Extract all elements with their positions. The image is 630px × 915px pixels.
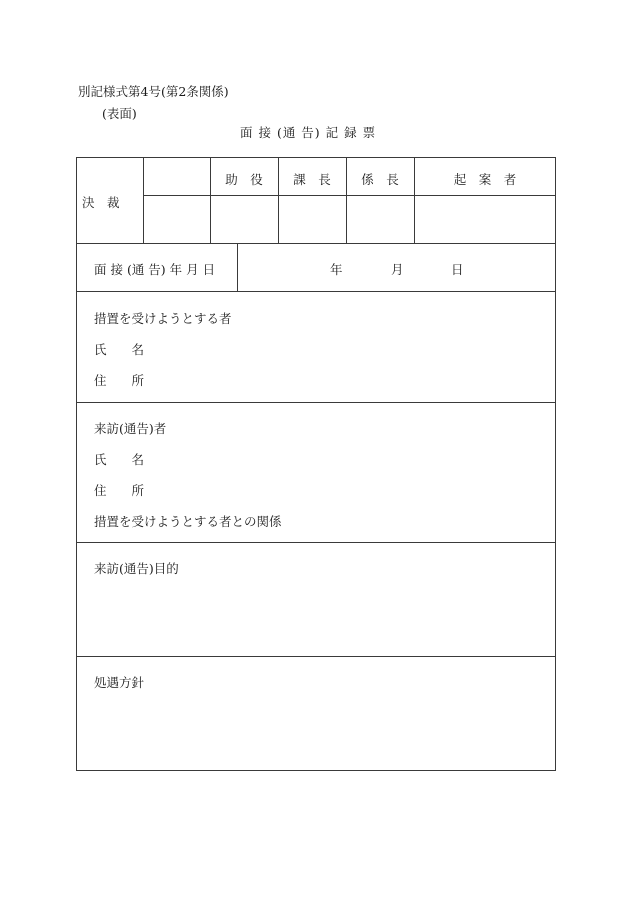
date-day-label: 日	[451, 262, 464, 277]
role-unit-chief: 係 長	[361, 172, 399, 187]
visitor-heading: 来訪(通告)者	[94, 421, 167, 436]
visitor-relation-label: 措置を受けようとする者との関係	[94, 514, 282, 529]
section-divider	[76, 243, 556, 244]
subject-address-label: 住 所	[94, 373, 145, 388]
date-row-label: 面 接 (通 告) 年 月 日	[94, 262, 216, 277]
role-deputy-mayor: 助 役	[225, 172, 263, 187]
role-drafter: 起 案 者	[453, 172, 517, 187]
purpose-heading: 来訪(通告)目的	[94, 561, 179, 576]
form-title: 面 接 (通 告) 記 録 票	[240, 125, 377, 140]
seal-cell-section-chief[interactable]	[279, 196, 346, 243]
form-number: 別記様式第4号(第2条関係)	[78, 84, 229, 99]
visitor-name-label: 氏 名	[94, 452, 145, 467]
approval-label: 決 裁	[82, 195, 120, 210]
subject-name-label: 氏 名	[94, 342, 145, 357]
visitor-address-label: 住 所	[94, 483, 145, 498]
role-section-chief: 課 長	[293, 172, 331, 187]
date-year-label: 年	[330, 262, 343, 277]
form-side-label: (表面)	[102, 106, 137, 121]
seal-cell-unit-chief[interactable]	[347, 196, 414, 243]
section-divider	[76, 656, 556, 657]
seal-cell-drafter[interactable]	[415, 196, 555, 243]
record-form-frame	[76, 157, 556, 771]
seal-cell-deputy-mayor[interactable]	[211, 196, 278, 243]
section-divider	[76, 402, 556, 403]
subject-heading: 措置を受けようとする者	[94, 311, 232, 326]
date-row-divider	[237, 243, 238, 291]
section-divider	[76, 542, 556, 543]
seal-cell-approver[interactable]	[144, 196, 210, 243]
policy-heading: 処遇方針	[94, 675, 145, 690]
section-divider	[76, 291, 556, 292]
date-month-label: 月	[391, 262, 404, 277]
